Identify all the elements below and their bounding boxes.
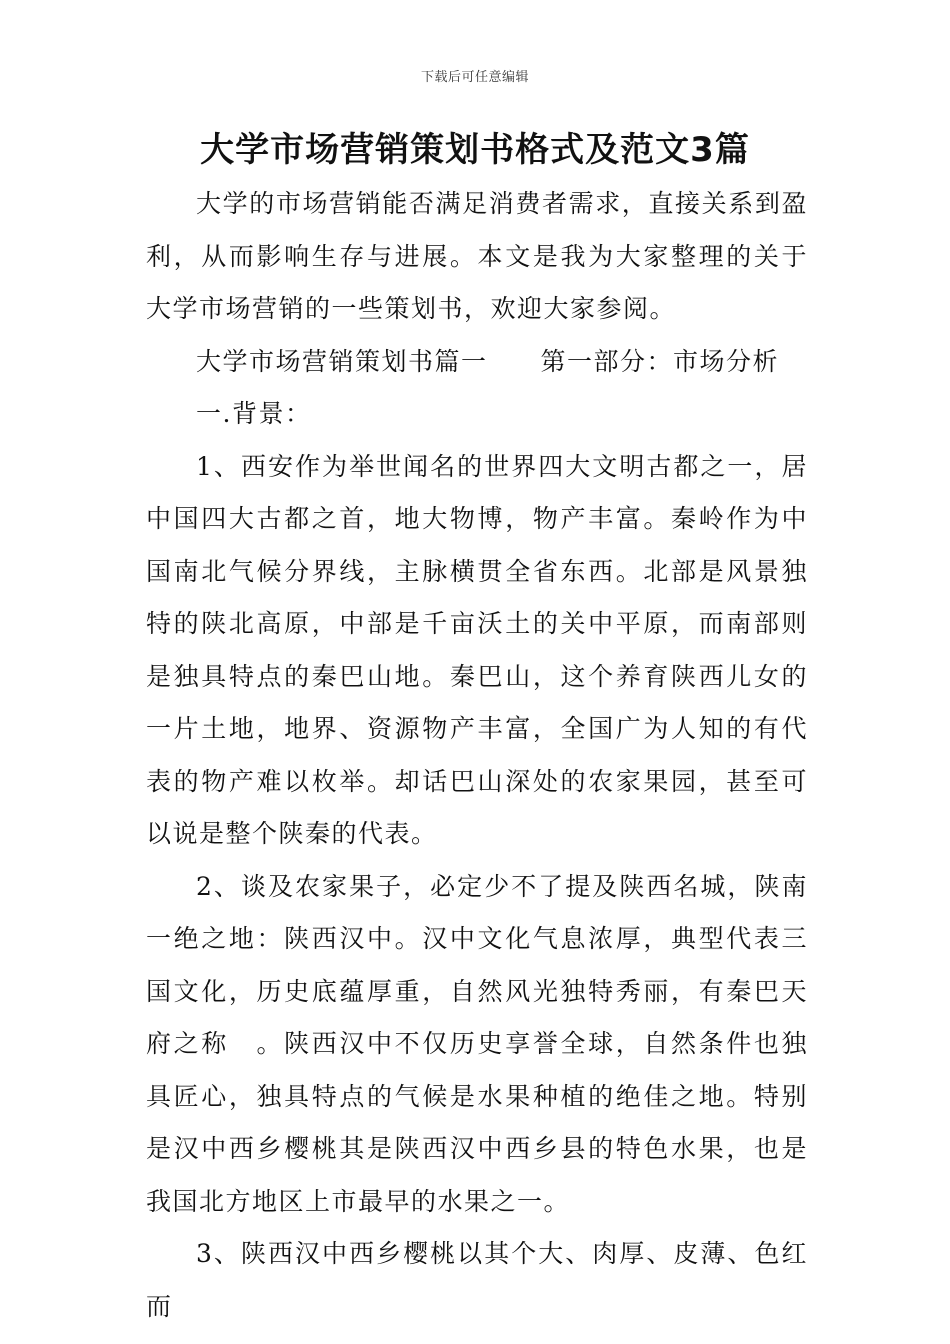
paragraph-intro: 大学的市场营销能否满足消费者需求，直接关系到盈利，从而影响生存与进展。本文是我为大家整理的关于大学市场营销的一些策划书，欢迎大家参阅。 xyxy=(146,189,808,323)
document-title: 大学市场营销策划书格式及范文3篇 xyxy=(200,130,750,170)
paragraph-point-2: 2、谈及农家果子，必定少不了提及陕西名城，陕南一绝之地：陕西汉中。汉中文化气息浓厚，典型代表三国文化，历史底蕴厚重，自然风光独特秀丽，有秦巴天府之称 。陕西汉中不仅历史享誉全球，自然条件也独具匠心，独具特点的气候是水果种植的绝佳之地。特别是汉中西乡樱桃其是陕西汉中西乡县的特色水果，也是我国北方地区上市最早的水果之一。 xyxy=(146,871,808,1216)
paragraph-section-heading: 大学市场营销策划书篇一 第一部分：市场分析 xyxy=(196,346,780,376)
paragraph-point-3: 3、陕西汉中西乡樱桃以其个大、肉厚、皮薄、色红而 xyxy=(146,1239,808,1321)
document-body xyxy=(146,178,808,1333)
paragraph-background-heading: 一.背景： xyxy=(196,399,312,428)
paragraph-point-1: 1、西安作为举世闻名的世界四大文明古都之一，居中国四大古都之首，地大物博，物产丰富。秦岭作为中国南北气候分界线，主脉横贯全省东西。北部是风景独特的陕北高原，中部是千亩沃土的关中平原，而南部则是独具特点的秦巴山地。秦巴山，这个养育陕西儿女的一片土地，地界、资源物产丰富，全国广为人知的有代表的物产难以枚举。却话巴山深处的农家果园，甚至可以说是整个陕秦的代表。 xyxy=(146,451,808,848)
header-note: 下载后可任意编辑 xyxy=(420,70,529,85)
